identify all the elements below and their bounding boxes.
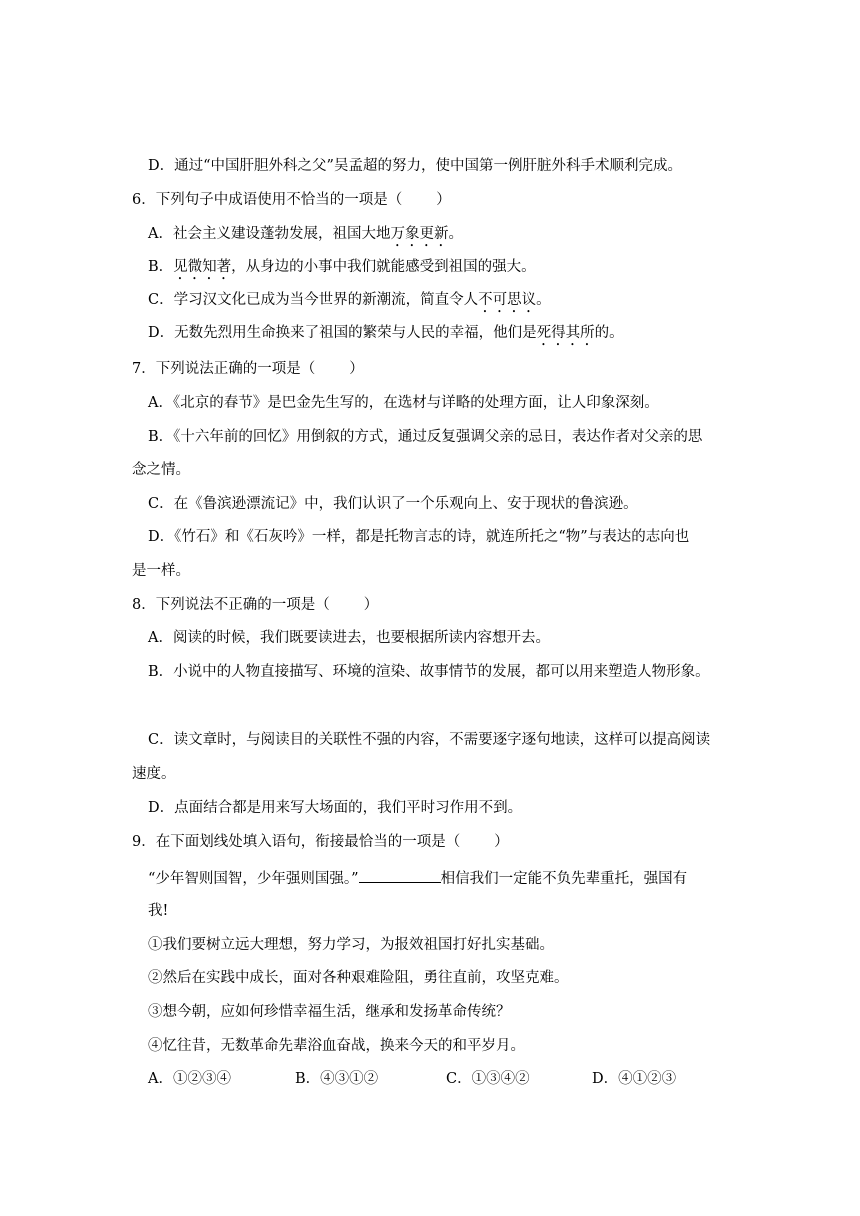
- q6-stem-text: 6．下列句子中成语使用不恰当的一项是（: [132, 192, 403, 208]
- q8-option-c-line1: C．读文章时，与阅读目的关联性不强的内容，不需要逐字逐句地读，这样可以提高阅读: [148, 732, 711, 748]
- q6-stem-close: ）: [436, 192, 451, 208]
- q7-option-b-line2: 念之情。: [132, 462, 190, 478]
- q9-sentence-1: ①我们要树立远大理想，努力学习，为报效祖国打好扎实基础。: [148, 937, 554, 953]
- q6-a-text: A．社会主义建设蓬勃发展，祖国大地: [148, 226, 391, 242]
- q6-a-end: 。: [448, 226, 463, 242]
- q9-option-b: B．④③①②: [295, 1071, 379, 1087]
- q8-option-d: D．点面结合都是用来写大场面的，我们平时习作用不到。: [148, 800, 523, 816]
- q9-quote-line2: 我!: [148, 903, 169, 919]
- q6-b-label: B．: [148, 259, 174, 275]
- q9-stem-text: 9．在下面划线处填入语句，衔接最恰当的一项是（: [132, 834, 461, 850]
- q6-option-d: [148, 323, 624, 349]
- q6-option-a: [148, 224, 463, 250]
- q8-stem: [132, 595, 378, 615]
- q9-quote-text: “少年智则国智，少年强则国强。”: [148, 871, 359, 887]
- q8-stem-text: 8．下列说法不正确的一项是（: [132, 597, 330, 613]
- q7-stem-text: 7．下列说法正确的一项是（: [132, 361, 316, 377]
- q6-b-idiom: 见微知著: [173, 259, 232, 275]
- q6-stem: [132, 190, 451, 210]
- q6-option-c: [148, 290, 551, 316]
- q6-c-text: C．学习汉文化已成为当今世界的新潮流，简直令人: [148, 292, 479, 308]
- q6-option-b: [148, 257, 536, 283]
- q6-d-text: D．无数先烈用生命换来了祖国的繁荣与人民的幸福，他们是: [148, 325, 537, 341]
- q7-option-d-line1: D．《竹石》和《石灰吟》一样，都是托物言志的诗，就连所托之“物”与表达的志向也: [148, 529, 690, 545]
- q9-sentence-2: ②然后在实践中成长，面对各种艰难险阻，勇往直前，攻坚克难。: [148, 970, 569, 986]
- q7-option-b-line1: B．《十六年前的回忆》用倒叙的方式，通过反复强调父亲的忌日，表达作者对父亲的思: [148, 429, 703, 445]
- q7-option-c: C．在《鲁滨逊漂流记》中，我们认识了一个乐观向上、安于现状的鲁滨逊。: [148, 496, 638, 512]
- q9-sentence-3: ③想今朝，应如何珍惜幸福生活，继承和发扬革命传统？: [148, 1004, 511, 1020]
- fill-in-blank: [359, 867, 441, 883]
- q9-sentence-4: ④忆往昔，无数革命先辈浴血奋战，换来今天的和平岁月。: [148, 1038, 525, 1054]
- q6-a-idiom: 万象更新: [390, 226, 449, 242]
- q9-quote: [148, 867, 687, 889]
- q7-stem-close: ）: [349, 361, 364, 377]
- q8-option-c-line2: 速度。: [132, 766, 176, 782]
- q9-option-c: C．①③④②: [446, 1071, 530, 1087]
- q7-stem: [132, 359, 364, 379]
- q6-d-end: 的。: [594, 325, 624, 341]
- q6-c-end: 。: [536, 292, 551, 308]
- q7-option-d-line2: 是一样。: [132, 563, 190, 579]
- q5-option-d: D．通过“中国肝胆外科之父”吴孟超的努力，使中国第一例肝脏外科手术顺利完成。: [148, 158, 682, 174]
- q6-c-idiom: 不可思议: [478, 292, 537, 308]
- q9-option-a: A．①②③④: [148, 1071, 231, 1087]
- q6-d-idiom: 死得其所: [536, 325, 595, 341]
- q7-option-a: A．《北京的春节》是巴金先生写的，在选材与详略的处理方面，让人印象深刻。: [148, 395, 659, 411]
- q9-stem: [132, 832, 509, 852]
- q8-option-b: B．小说中的人物直接描写、环境的渲染、故事情节的发展，都可以用来塑造人物形象。: [148, 664, 710, 680]
- q6-b-text: ，从身边的小事中我们就能感受到祖国的强大。: [231, 259, 536, 275]
- q8-option-a: A．阅读的时候，我们既要读进去，也要根据所读内容想开去。: [148, 630, 550, 646]
- q9-stem-close: ）: [494, 834, 509, 850]
- q8-stem-close: ）: [363, 597, 379, 613]
- q9-quote-continuation: 相信我们一定能不负先辈重托，强国有: [440, 871, 688, 887]
- q9-option-d: D．④①②③: [592, 1071, 677, 1087]
